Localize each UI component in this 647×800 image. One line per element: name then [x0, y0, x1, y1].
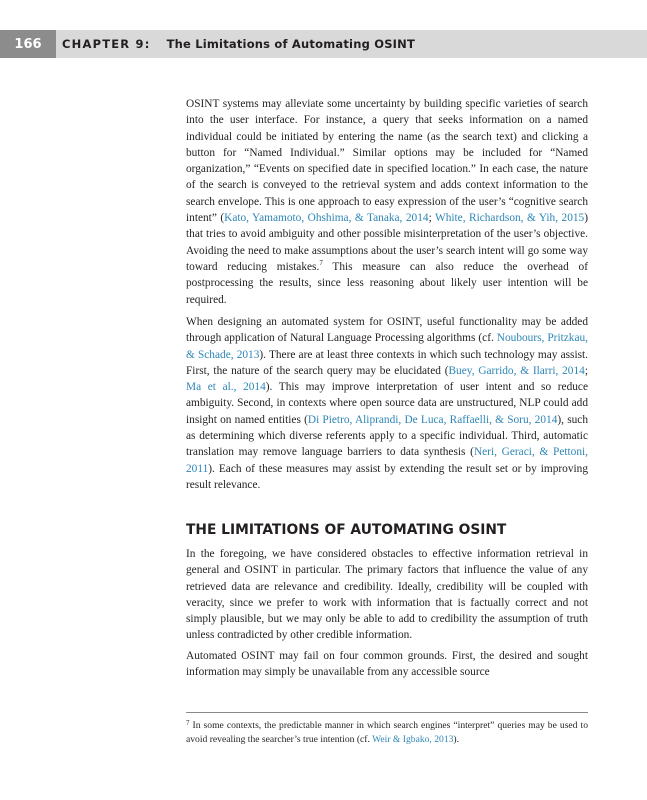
paragraph-2: When designing an automated system for OSINT, useful functionality may be added through application of Natural Language Processing algorithms (cf. Noubours, Pritzkau, & Schade, 2013). There are at least three contexts in which such technology may assist. First, the nature of the search query may be elucidated (Buey, Garrido, & Ilarri, 2014; Ma et al., 2014). This may improve interpretation of user intent and so reduce ambiguity. Second, in contexts where open source data are unstructured, NLP could add insight on named entities (Di Pietro, Aliprandi, De Luca, Raffaelli, & Soru, 2014), such as determining which diverse referents apply to a specific individual. Third, automatic translation may remove language barriers to data synthesis (Neri, Geraci, & Pettoni, 2011). Each of these measures may assist by extending the result set or by improving result relevance. — [186, 316, 588, 491]
footnote-marker[interactable]: 7 — [319, 258, 323, 267]
citation-link[interactable]: Kato, Yamamoto, Ohshima, & Tanaka, 2014 — [224, 212, 429, 225]
citation-link[interactable]: Neri, Geraci, & Pettoni, 2011 — [186, 446, 588, 475]
citation-link[interactable]: Buey, Garrido, & Ilarri, 2014 — [448, 364, 585, 377]
citation-link[interactable]: Ma et al., 2014 — [186, 381, 266, 394]
paragraph-3: In the foregoing, we have considered obstacles to effective information retrieval in general and OSINT in particular. The primary factors that influence the value of any retrieved data are relevance and credibility. Ideally, credibility will be coupled with veracity, since we prefer to work with information that is factually correct and not simply plausible, but we may only be able to add to credibility the assumption of truth unless contradicted by other credible information. — [186, 548, 588, 642]
footnote-number: 7 — [186, 719, 190, 727]
chapter-header — [62, 30, 415, 58]
citation-link[interactable]: Noubours, Pritzkau, & Schade, 2013 — [186, 332, 588, 361]
chapter-title: The Limitations of Automating OSINT — [166, 37, 416, 51]
citation-link[interactable]: Weir & Igbako, 2013 — [372, 733, 454, 745]
footnote-divider — [186, 712, 588, 713]
section-heading: THE LIMITATIONS OF AUTOMATING OSINT — [186, 522, 507, 538]
paragraph-1: OSINT systems may alleviate some uncertainty by building specific varieties of search into the user interface. For instance, a query that seeks information on a named individual could be initiated by entering the name (as the search text) and clicking a button for “Named Individual.” Similar options may be included for “Named organization,” “Events on specified date in specified location.” In each case, the nature of the search is conveyed to the retrieval system and adds context information to the search envelope. This is one approach to easy expression of the user’s “cognitive search intent” (Kato, Yamamoto, Ohshima, & Tanaka, 2014; White, Richardson, & Yih, 2015) that tries to avoid ambiguity and other possible misinterpretation of the user’s objective. Avoiding the need to make assumptions about the user’s search intent will go some way toward reducing mistakes.$^7$ This measure can also reduce the overhead of postprocessing the results, since less reasoning about likely user intention will be required. — [186, 98, 589, 306]
citation-link[interactable]: White, Richardson, & Yih, 2015 — [434, 212, 585, 225]
running-header — [0, 30, 647, 58]
page-number: 166 — [0, 30, 56, 58]
paragraph-4: Automated OSINT may fail on four common grounds. First, the desired and sought information may simply be unavailable from any accessible source — [186, 650, 588, 679]
citation-link[interactable]: Di Pietro, Aliprandi, De Luca, Raffaelli, & Soru, 2014 — [307, 413, 558, 426]
chapter-label: CHAPTER 9: — [62, 37, 151, 51]
footnote: $^7$ In some contexts, the predictable manner in which search engines “interpret” queries may be used to avoid revealing the searcher’s true intention (cf. Weir & Igbako, 2013). — [186, 719, 588, 745]
